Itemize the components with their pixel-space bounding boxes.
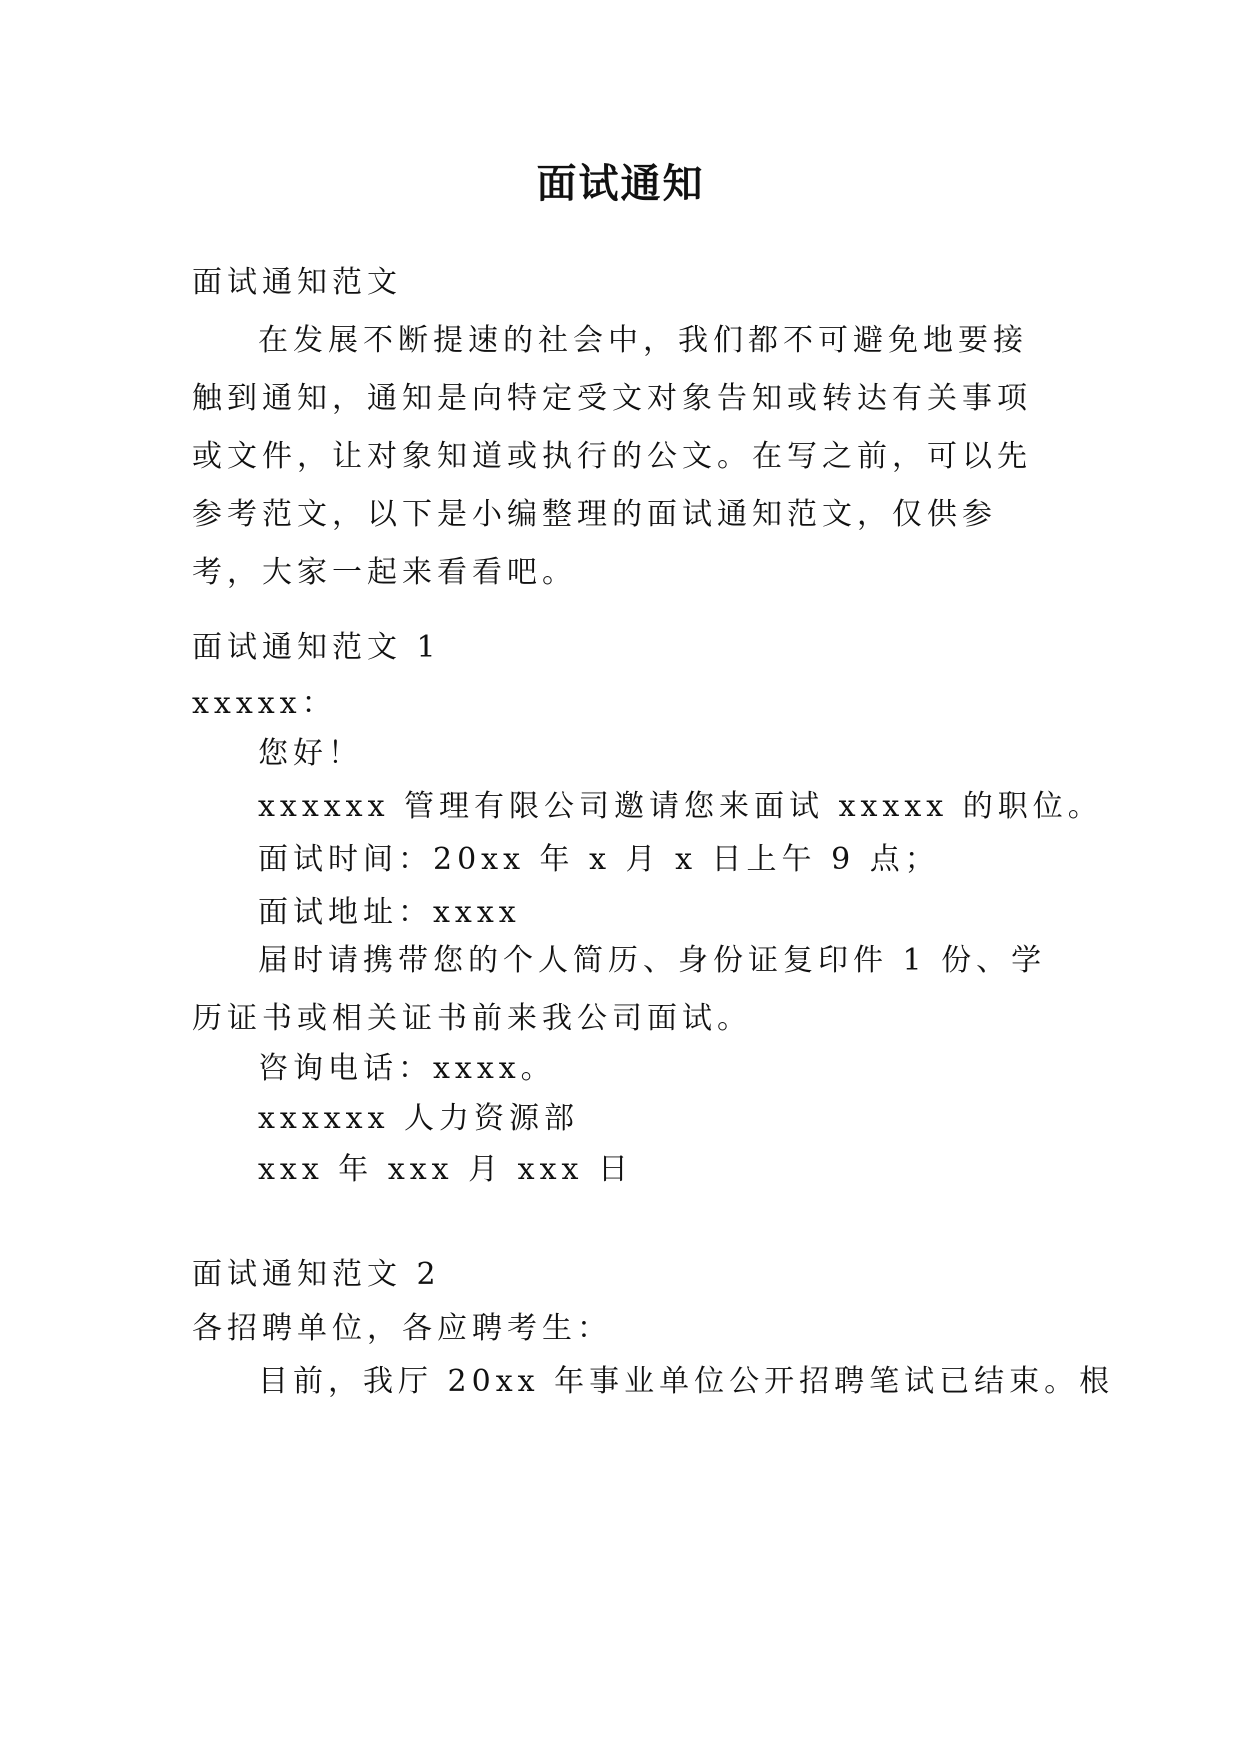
- sample2-heading: 面试通知范文 2: [192, 1257, 441, 1292]
- sample1-greeting: 您好！: [258, 736, 363, 771]
- sample1-address: 面试地址：xxxx: [258, 895, 521, 930]
- sample1-time: 面试时间：20xx 年 x 月 x 日上午 9 点；: [258, 842, 940, 877]
- sample1-invite: xxxxxx 管理有限公司邀请您来面试 xxxxx 的职位。: [258, 789, 1103, 824]
- sample2-body: 目前，我厅 20xx 年事业单位公开招聘笔试已结束。根: [258, 1364, 1115, 1399]
- page-title: 面试通知: [536, 161, 705, 207]
- sample1-salutation: xxxxx：: [192, 686, 337, 721]
- sample1-phone: 咨询电话：xxxx。: [258, 1051, 556, 1086]
- intro-paragraph: 在发展不断提速的社会中，我们都不可避免地要接触到通知，通知是向特定受文对象告知或转达有关事项或文件，让对象知道或执行的公文。在写之前，可以先参考范文，以下是小编整理的面试通知范文，仅供参考，大家一起来看看吧。: [192, 323, 1032, 590]
- sample1-date: xxx 年 xxx 月 xxx 日: [258, 1152, 633, 1187]
- sample1-bring: 届时请携带您的个人简历、身份证复印件 1 份、学历证书或相关证书前来我公司面试。: [192, 943, 1047, 1036]
- intro-heading: 面试通知范文: [192, 265, 402, 300]
- sample1-dept: xxxxxx 人力资源部: [258, 1101, 580, 1136]
- sample2-salutation: 各招聘单位，各应聘考生：: [192, 1311, 612, 1346]
- sample1-heading: 面试通知范文 1: [192, 630, 441, 665]
